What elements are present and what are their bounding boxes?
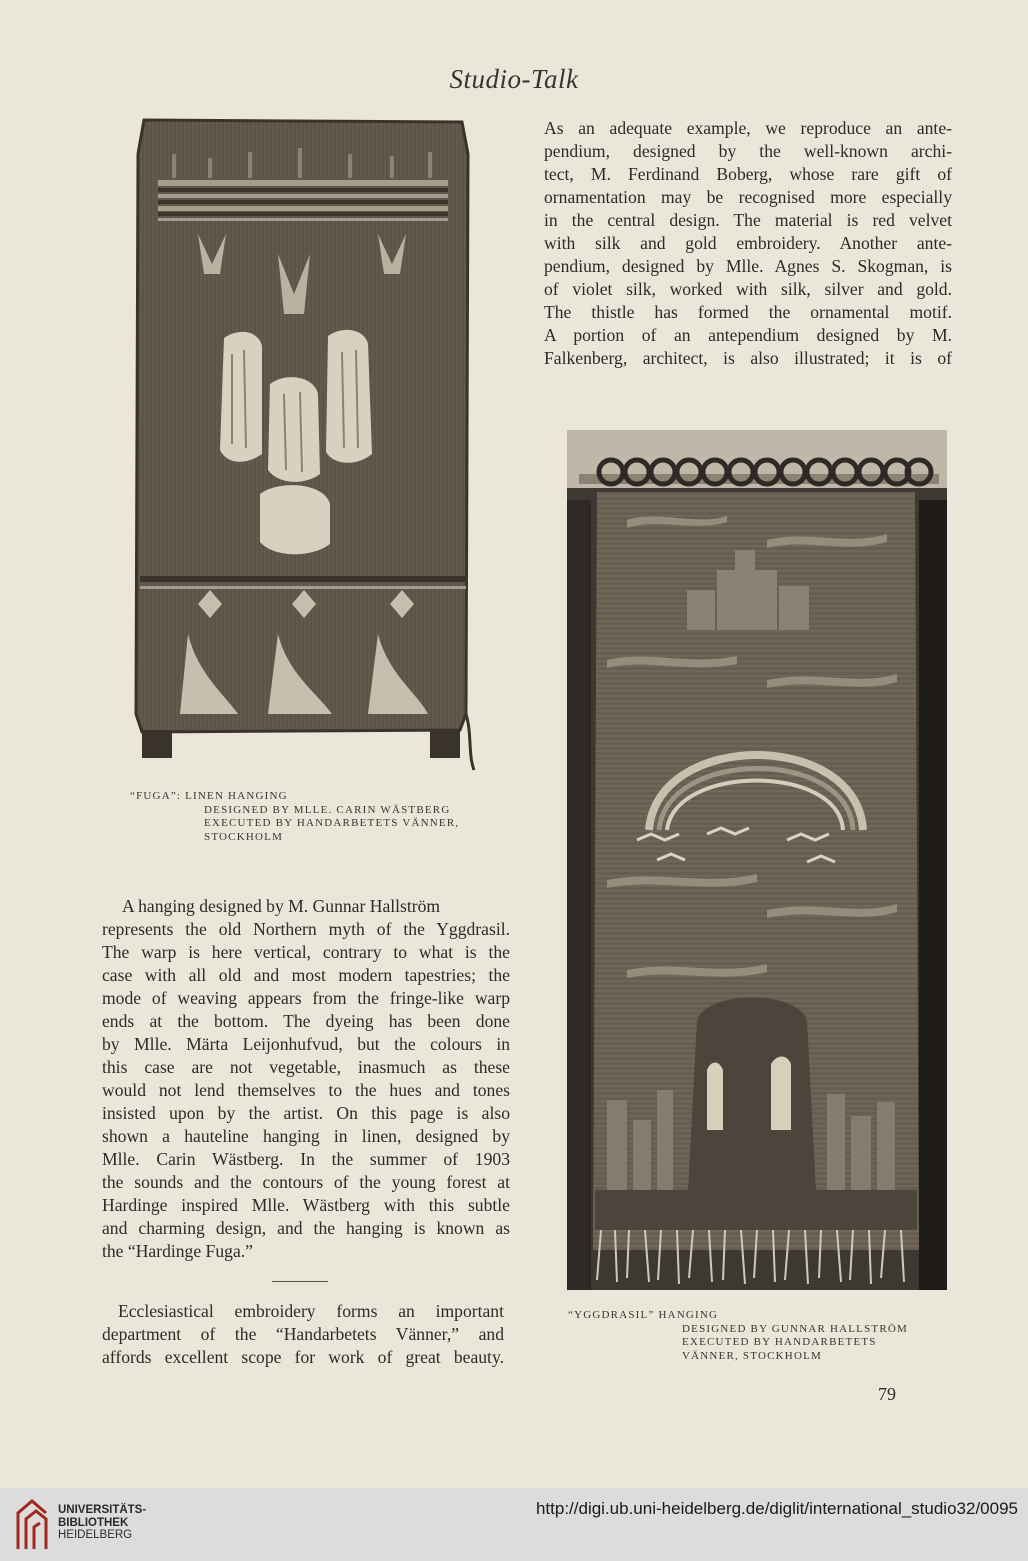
text-line: pendium, designed by the well-known archi-: [544, 141, 952, 161]
text-line: of violet silk, worked with silk, silver and gold.: [544, 279, 952, 299]
caption-line: EXECUTED BY HANDARBETETS VÄNNER,: [204, 817, 460, 829]
text-line: A portion of an antependium designed by M.: [544, 325, 952, 345]
text-line: with silk and gold embroidery. Another ante-: [544, 233, 952, 253]
text-line: shown a hauteline hanging in linen, designed by: [102, 1126, 510, 1146]
yggdrasil-hanging-plate: [567, 430, 947, 1290]
caption-line: VÄNNER, STOCKHOLM: [682, 1349, 822, 1362]
page-number: 79: [878, 1384, 896, 1404]
text-line: this case are not vegetable, inasmuch as these: [102, 1057, 510, 1077]
caption-line: DESIGNED BY GUNNAR HALLSTRÖM: [682, 1322, 908, 1335]
text-line: affords excellent scope for work of great beauty.: [102, 1347, 504, 1367]
text-line: represents the old Northern myth of the Yggdrasil.: [102, 919, 510, 939]
library-logo-icon: [12, 1499, 52, 1551]
text-line: department of the “Handarbetets Vänner,” and: [102, 1324, 504, 1344]
section-divider: [272, 1281, 328, 1282]
text-line: Falkenberg, architect, is also illustrated; it is of: [544, 348, 952, 368]
caption-line: DESIGNED BY MLLE. CARIN WÄSTBERG: [204, 803, 451, 816]
caption-line: STOCKHOLM: [204, 830, 284, 843]
yggdrasil-hanging-image: [567, 430, 947, 1290]
text-line: by Mlle. Märta Leijonhufvud, but the colours in: [102, 1034, 510, 1054]
text-line: the “Hardinge Fuga.”: [102, 1241, 253, 1261]
right-column-text: [544, 117, 952, 370]
text-line: tect, M. Ferdinand Boberg, whose rare gift of: [544, 164, 952, 184]
source-url-link[interactable]: http://digi.ub.uni-heidelberg.de/diglit/international_studio32/0095: [535, 1499, 1018, 1518]
text-line: ornamentation may be recognised more especially: [544, 187, 952, 207]
left-column-paragraph-2: [102, 1300, 504, 1369]
text-line: the sounds and the contours of the young forest at: [102, 1172, 510, 1192]
library-name-line: UNIVERSITÄTS-: [58, 1504, 147, 1516]
text-line: and charming design, and the hanging is known as: [102, 1218, 510, 1238]
text-line: in the central design. The material is red velvet: [544, 210, 952, 230]
text-line: As an adequate example, we reproduce an ante-: [544, 118, 952, 138]
caption-line: EXECUTED BY HANDARBETETS: [682, 1336, 877, 1348]
text-line: Ecclesiastical embroidery forms an important: [118, 1301, 504, 1321]
text-line: mode of weaving appears from the fringe-like warp: [102, 988, 510, 1008]
fuga-caption: [130, 790, 459, 844]
text-line: The warp is here vertical, contrary to what is the: [102, 942, 510, 962]
text-line: A hanging designed by M. Gunnar Hallström: [122, 896, 441, 916]
caption-line: “YGGDRASIL” HANGING: [568, 1309, 719, 1321]
yggdrasil-caption: [568, 1309, 908, 1363]
caption-line: “FUGA”: LINEN HANGING: [130, 790, 288, 802]
text-line: insisted upon by the artist. On this page is also: [102, 1103, 510, 1123]
text-line: would not lend themselves to the hues and tones: [102, 1080, 510, 1100]
text-line: case with all old and most modern tapestries; the: [102, 965, 510, 985]
left-column-paragraph-1: [102, 895, 510, 1263]
running-head: Studio-Talk: [449, 64, 579, 94]
text-line: Mlle. Carin Wästberg. In the summer of 1903: [102, 1149, 510, 1169]
text-line: pendium, designed by Mlle. Agnes S. Skogman, is: [544, 256, 952, 276]
viewer-footer: [0, 1488, 1028, 1561]
text-line: Hardinge inspired Mlle. Wästberg with this subtle: [102, 1195, 510, 1215]
fuga-hanging-plate: [128, 114, 482, 776]
library-name-line: HEIDELBERG: [58, 1529, 133, 1541]
fuga-hanging-image: [128, 114, 482, 776]
library-name: [58, 1504, 146, 1542]
text-line: The thistle has formed the ornamental motif.: [544, 302, 952, 322]
text-line: ends at the bottom. The dyeing has been done: [102, 1011, 510, 1031]
library-name-line: BIBLIOTHEK: [58, 1516, 129, 1529]
